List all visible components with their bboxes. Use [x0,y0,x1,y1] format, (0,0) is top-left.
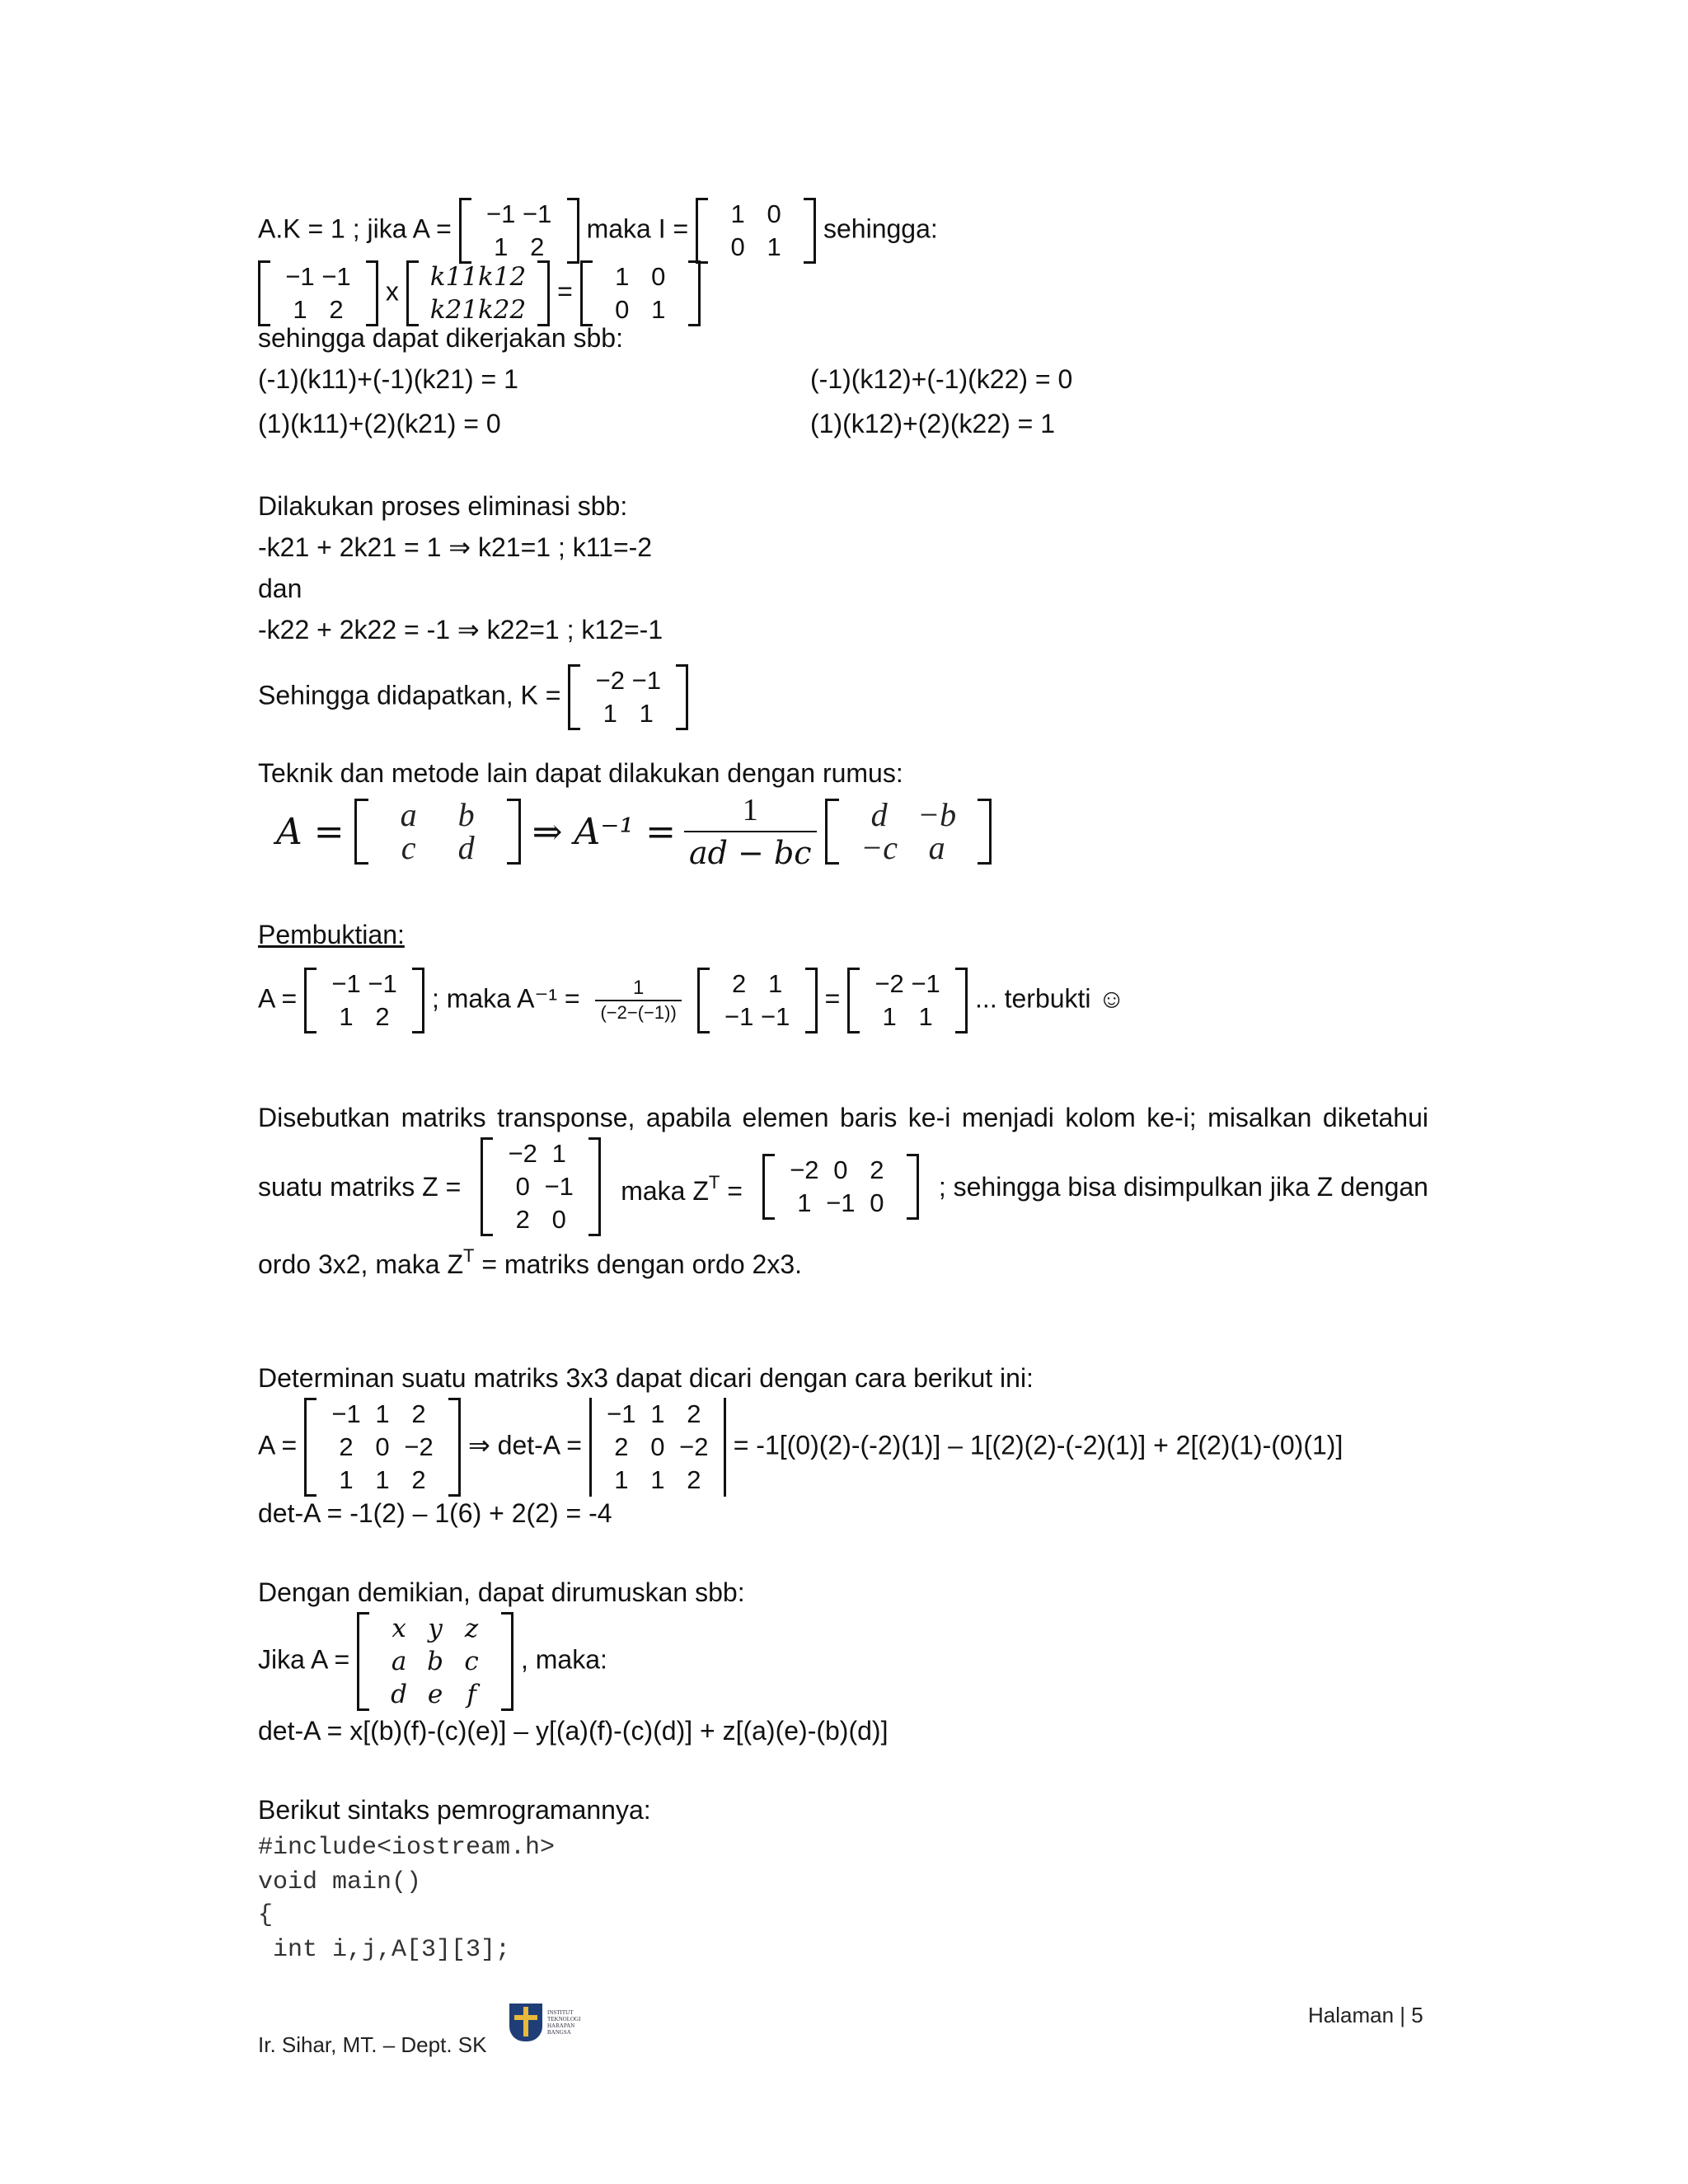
formula-fraction: $\frac{1}{ad - bc}$ [684,790,817,874]
inverse-formula: A = a b c d ⇒ A⁻¹ = $\frac{1}{ad - bc}$ d −b −c a [276,790,992,874]
matrix-a-product: −1 −1 1 2 [258,260,378,326]
general-heading: Dengan demikian, dapat dirumuskan sbb: [258,1577,745,1607]
elimination-line-1: -k21 + 2k21 = 1 ⇒ k21=1 ; k11=-2 [258,532,653,562]
formula-matrix: a b c d [354,799,521,865]
matrix-z: −2 1 0 −1 2 0 [481,1137,601,1236]
general-formula: det-A = x[(b)(f)-(c)(e)] – y[(a)(f)-(c)(d)] + z[(a)(e)-(b)(d)] [258,1716,889,1746]
institution-logo: INSTITUT TEKNOLOGI HARAPAN BANGSA [509,1999,592,2046]
proof-heading: Pembuktian: [258,920,405,949]
general-matrix-line: Jika A = x y z a b c d e f , maka: [258,1614,607,1709]
proof-line: A = −1 −1 1 2 ; maka A⁻¹ = $\frac{1}{(-2-(-1))}$ 2 1 −1 −1 = −2 −1 1 1 ... terbukti ☺ [258,968,1125,1033]
general-matrix: x y z a b c d e f [357,1612,513,1711]
syntax-heading: Berikut sintaks pemrogramannya: [258,1795,651,1825]
proof-matrix-a: −1 −1 1 2 [304,968,424,1033]
formula-heading: Teknik dan metode lain dapat dilakukan dengan rumus: [258,758,903,788]
matrix-identity: 1 0 0 1 [696,198,816,264]
code-line-4: int i,j,A[3][3]; [258,1936,511,1964]
matrix-a: −1 −1 1 2 [459,198,579,264]
matrix-identity-2: 1 0 0 1 [580,260,701,326]
code-line-1: #include<iostream.h> [258,1834,556,1862]
equation-right-2: (1)(k12)+(2)(k22) = 1 [810,409,1055,438]
transpose-paragraph-line-2: suatu matriks Z = −2 1 0 −1 2 0 maka $Z^T$ = −2 0 2 1 −1 0 ; sehingga bisa disimpulkan jika Z dengan [258,1137,1428,1236]
formula-adjugate: d −b −c a [825,799,992,865]
proof-matrix-adjugate: 2 1 −1 −1 [697,968,818,1033]
transpose-paragraph-line-3: ordo 3x2, maka $Z^T$ = matriks dengan ordo 2x3. [258,1245,803,1279]
determinant-result: det-A = -1(2) – 1(6) + 2(2) = -4 [258,1498,612,1528]
k-result-line: Sehingga didapatkan, K = −2 −1 1 1 [258,664,688,730]
line-intro-steps: sehingga dapat dikerjakan sbb: [258,323,623,353]
matrix-k-unknown: k11 k12 k21 k22 [406,260,550,326]
elimination-line-2: -k22 + 2k22 = -1 ⇒ k22=1 ; k12=-1 [258,615,663,644]
proof-fraction: $\frac{1}{(-2-(-1))}$ [595,977,681,1024]
shield-icon [509,2004,542,2041]
transpose-paragraph-line-1: Disebutkan matriks transponse, apabila elemen baris ke-i menjadi kolom ke-i; misalkan diketahui [258,1103,1428,1132]
determinant-line: A = −1 1 2 2 0 −2 1 1 2 ⇒ det-A = −1 1 2 2 0 −2 1 1 2 = -1[(0)(2)-(-2)(1)] – 1[(2)(2)-(-2)(1)] + 2[(2)(1)-(0)(1)] [258,1398,1343,1497]
proof-matrix-result: −2 −1 1 1 [847,968,968,1033]
equation-right-1: (-1)(k12)+(-1)(k22) = 0 [810,364,1073,394]
code-line-2: void main() [258,1868,422,1896]
footer-author: Ir. Sihar, MT. – Dept. SK [258,2032,487,2057]
code-line-3: { [258,1901,274,1929]
det-matrix-a: −1 1 2 2 0 −2 1 1 2 [304,1398,461,1497]
page-number: Halaman | 5 [1308,2003,1423,2027]
det-determinant-a: −1 1 2 2 0 −2 1 1 2 [589,1398,726,1497]
equation-left-2: (1)(k11)+(2)(k21) = 0 [258,409,501,438]
matrix-z-transpose: −2 0 2 1 −1 0 [762,1154,919,1220]
matrix-k-result: −2 −1 1 1 [568,664,688,730]
line-ak-intro: A.K = 1 ; jika A = −1 −1 1 2 maka I = 1 0 0 1 sehingga: [258,198,938,264]
elimination-and: dan [258,574,302,603]
line-matrix-product: −1 −1 1 2 x k11 k12 k21 k22 = 1 0 0 1 [258,260,701,326]
determinant-heading: Determinan suatu matriks 3x3 dapat dicari dengan cara berikut ini: [258,1363,1034,1393]
elimination-heading: Dilakukan proses eliminasi sbb: [258,491,628,521]
equation-left-1: (-1)(k11)+(-1)(k21) = 1 [258,364,518,394]
